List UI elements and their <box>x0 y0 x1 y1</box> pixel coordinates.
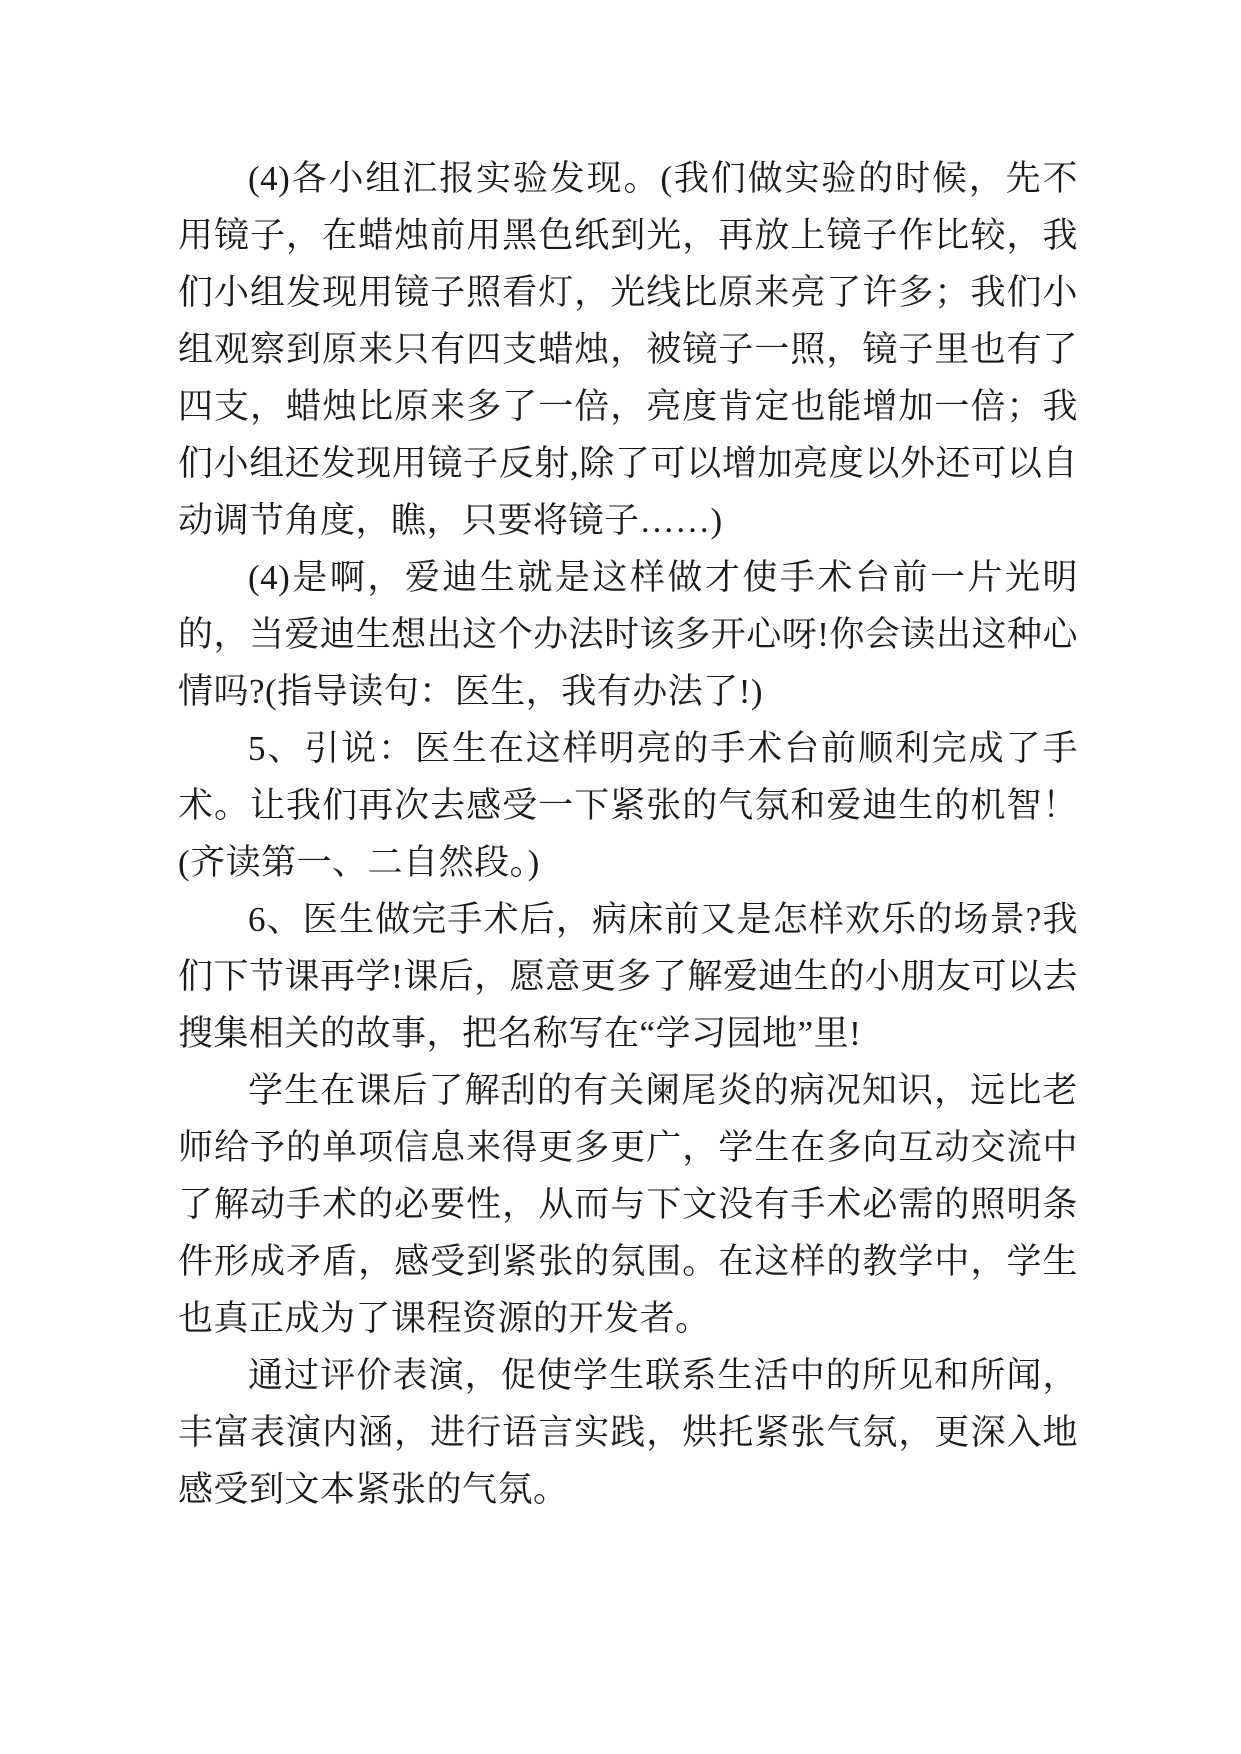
paragraph-guided-reading: 5、引说：医生在这样明亮的手术台前顺利完成了手术。让我们再次去感受一下紧张的气氛和爱迪生的机智！(齐读第一、二自然段。) <box>178 729 1078 882</box>
paragraph-reflection-2: 通过评价表演，促使学生联系生活中的所见和所闻，丰富表演内涵，进行语言实践，烘托紧张气氛，更深入地感受到文本紧张的气氛。 <box>178 1356 1078 1509</box>
paragraph-reflection-1: 学生在课后了解刮的有关阑尾炎的病况知识，远比老师给予的单项信息来得更多更广，学生在多向互动交流中了解动手术的必要性，从而与下文没有手术必需的照明条件形成矛盾，感受到紧张的氛围。在这样的教学中，学生也真正成为了课程资源的开发者。 <box>178 1071 1078 1338</box>
paragraph-group-report: (4)各小组汇报实验发现。(我们做实验的时候，先不用镜子，在蜡烛前用黑色纸到光，再放上镜子作比较，我们小组发现用镜子照看灯，光线比原来亮了许多；我们小组观察到原来只有四支蜡烛，被镜子一照，镜子里也有了四支，蜡烛比原来多了一倍，亮度肯定也能增加一倍；我们小组还发现用镜子反射,除了可以增加亮度以外还可以自动调节角度，瞧，只要将镜子……) <box>178 159 1078 540</box>
paragraph-next-lesson: 6、医生做完手术后，病床前又是怎样欢乐的场景?我们下节课再学!课后，愿意更多了解爱迪生的小朋友可以去搜集相关的故事，把名称写在“学习园地”里! <box>178 900 1078 1053</box>
document-text-block <box>178 150 1078 1518</box>
paragraph-teacher-response: (4)是啊，爱迪生就是这样做才使手术台前一片光明的，当爱迪生想出这个办法时该多开心呀!你会读出这种心情吗?(指导读句：医生，我有办法了!) <box>178 558 1078 711</box>
